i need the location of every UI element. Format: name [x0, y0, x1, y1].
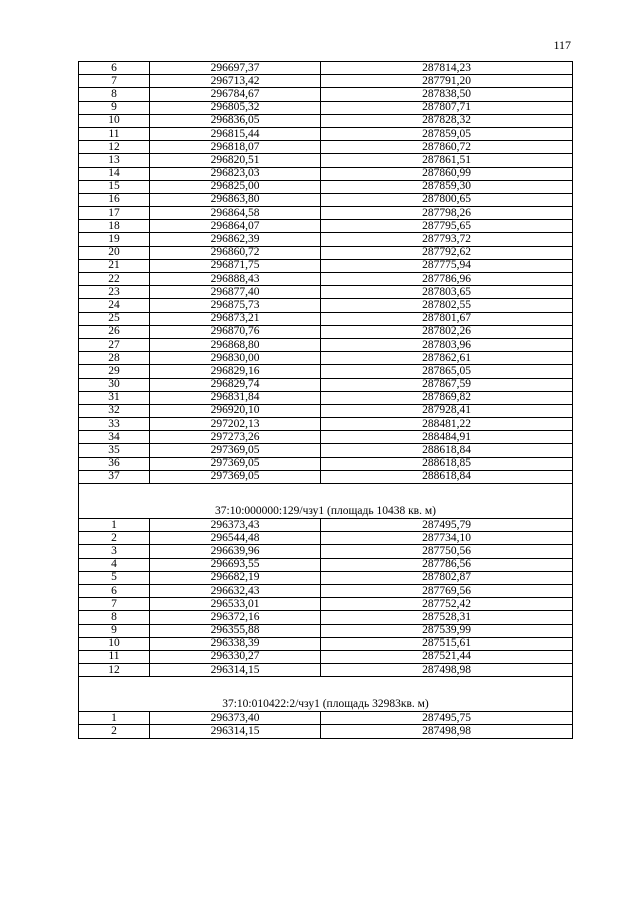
- table-row: [79, 624, 573, 637]
- point-number-cell: 30: [79, 378, 150, 391]
- x-coordinate-cell: 296873,21: [150, 312, 321, 325]
- x-coordinate-cell: 296868,80: [150, 338, 321, 351]
- y-coordinate-cell: 287786,56: [321, 558, 573, 571]
- x-coordinate-cell: 296632,43: [150, 584, 321, 597]
- table-row: [79, 404, 573, 417]
- x-coordinate-cell: 296373,40: [150, 712, 321, 725]
- point-number-cell: 17: [79, 207, 150, 220]
- table-row: [79, 101, 573, 114]
- y-coordinate-cell: 287859,05: [321, 127, 573, 140]
- y-coordinate-cell: 287498,98: [321, 725, 573, 738]
- point-number-cell: 34: [79, 431, 150, 444]
- point-number-cell: 15: [79, 180, 150, 193]
- y-coordinate-cell: 287828,32: [321, 114, 573, 127]
- point-number-cell: 26: [79, 325, 150, 338]
- point-number-cell: 6: [79, 584, 150, 597]
- y-coordinate-cell: 287807,71: [321, 101, 573, 114]
- table-row: [79, 352, 573, 365]
- point-number-cell: 2: [79, 725, 150, 738]
- point-number-cell: 19: [79, 233, 150, 246]
- y-coordinate-cell: 287860,72: [321, 141, 573, 154]
- table-row: [79, 312, 573, 325]
- table-row: [79, 338, 573, 351]
- point-number-cell: 27: [79, 338, 150, 351]
- y-coordinate-cell: 288484,91: [321, 431, 573, 444]
- point-number-cell: 8: [79, 88, 150, 101]
- table-row: [79, 558, 573, 571]
- point-number-cell: 10: [79, 637, 150, 650]
- y-coordinate-cell: 287752,42: [321, 598, 573, 611]
- table-row: [79, 598, 573, 611]
- x-coordinate-cell: 296314,15: [150, 725, 321, 738]
- point-number-cell: 5: [79, 571, 150, 584]
- y-coordinate-cell: 287802,26: [321, 325, 573, 338]
- table-row: [79, 273, 573, 286]
- x-coordinate-cell: 296863,80: [150, 193, 321, 206]
- table-row: [79, 246, 573, 259]
- table-row: [79, 167, 573, 180]
- table-row: [79, 193, 573, 206]
- x-coordinate-cell: 297369,05: [150, 470, 321, 483]
- y-coordinate-cell: 287860,99: [321, 167, 573, 180]
- table-row: [79, 391, 573, 404]
- x-coordinate-cell: 296697,37: [150, 62, 321, 75]
- point-number-cell: 23: [79, 286, 150, 299]
- page-number: 117: [553, 38, 571, 52]
- y-coordinate-cell: 287869,82: [321, 391, 573, 404]
- y-coordinate-cell: 287867,59: [321, 378, 573, 391]
- x-coordinate-cell: 297369,05: [150, 457, 321, 470]
- table-row: [79, 207, 573, 220]
- x-coordinate-cell: 296829,16: [150, 365, 321, 378]
- y-coordinate-cell: 287791,20: [321, 75, 573, 88]
- table-row: [79, 154, 573, 167]
- table-row: [79, 637, 573, 650]
- table-row: [79, 664, 573, 677]
- point-number-cell: 16: [79, 193, 150, 206]
- point-number-cell: 35: [79, 444, 150, 457]
- point-number-cell: 21: [79, 259, 150, 272]
- table-row: [79, 725, 573, 738]
- y-coordinate-cell: 287515,61: [321, 637, 573, 650]
- table-row: [79, 431, 573, 444]
- x-coordinate-cell: 297202,13: [150, 418, 321, 431]
- point-number-cell: 12: [79, 141, 150, 154]
- x-coordinate-cell: 296870,76: [150, 325, 321, 338]
- table-row: [79, 88, 573, 101]
- x-coordinate-cell: 296871,75: [150, 259, 321, 272]
- x-coordinate-cell: 296823,03: [150, 167, 321, 180]
- x-coordinate-cell: 296713,42: [150, 75, 321, 88]
- table-row: [79, 457, 573, 470]
- y-coordinate-cell: 287802,55: [321, 299, 573, 312]
- table-row: [79, 378, 573, 391]
- y-coordinate-cell: 287798,26: [321, 207, 573, 220]
- point-number-cell: 1: [79, 712, 150, 725]
- y-coordinate-cell: 287792,62: [321, 246, 573, 259]
- x-coordinate-cell: 296693,55: [150, 558, 321, 571]
- y-coordinate-cell: 287750,56: [321, 545, 573, 558]
- x-coordinate-cell: 296920,10: [150, 404, 321, 417]
- point-number-cell: 7: [79, 75, 150, 88]
- x-coordinate-cell: 296818,07: [150, 141, 321, 154]
- y-coordinate-cell: 287928,41: [321, 404, 573, 417]
- point-number-cell: 4: [79, 558, 150, 571]
- x-coordinate-cell: 296372,16: [150, 611, 321, 624]
- point-number-cell: 29: [79, 365, 150, 378]
- x-coordinate-cell: 296338,39: [150, 637, 321, 650]
- x-coordinate-cell: 296355,88: [150, 624, 321, 637]
- point-number-cell: 8: [79, 611, 150, 624]
- y-coordinate-cell: 287793,72: [321, 233, 573, 246]
- x-coordinate-cell: 296820,51: [150, 154, 321, 167]
- y-coordinate-cell: 287521,44: [321, 650, 573, 663]
- x-coordinate-cell: 296815,44: [150, 127, 321, 140]
- y-coordinate-cell: 287861,51: [321, 154, 573, 167]
- table-row: [79, 545, 573, 558]
- point-number-cell: 31: [79, 391, 150, 404]
- y-coordinate-cell: 288618,85: [321, 457, 573, 470]
- point-number-cell: 11: [79, 650, 150, 663]
- x-coordinate-cell: 296862,39: [150, 233, 321, 246]
- y-coordinate-cell: 287498,98: [321, 664, 573, 677]
- point-number-cell: 1: [79, 519, 150, 532]
- table-row: [79, 286, 573, 299]
- y-coordinate-cell: 288481,22: [321, 418, 573, 431]
- x-coordinate-cell: 296877,40: [150, 286, 321, 299]
- table-row: [79, 571, 573, 584]
- x-coordinate-cell: 296831,84: [150, 391, 321, 404]
- x-coordinate-cell: 296875,73: [150, 299, 321, 312]
- point-number-cell: 9: [79, 101, 150, 114]
- x-coordinate-cell: 296825,00: [150, 180, 321, 193]
- point-number-cell: 37: [79, 470, 150, 483]
- table-row: [79, 75, 573, 88]
- y-coordinate-cell: 287775,94: [321, 259, 573, 272]
- table-row: [79, 233, 573, 246]
- x-coordinate-cell: 296864,58: [150, 207, 321, 220]
- y-coordinate-cell: 287495,79: [321, 519, 573, 532]
- section-header-row: [79, 677, 573, 712]
- table-row: [79, 418, 573, 431]
- table-row: [79, 611, 573, 624]
- point-number-cell: 14: [79, 167, 150, 180]
- point-number-cell: 22: [79, 273, 150, 286]
- table-row: [79, 114, 573, 127]
- point-number-cell: 9: [79, 624, 150, 637]
- y-coordinate-cell: 287862,61: [321, 352, 573, 365]
- x-coordinate-cell: 296888,43: [150, 273, 321, 286]
- point-number-cell: 20: [79, 246, 150, 259]
- coordinates-table: [78, 61, 573, 739]
- table-row: [79, 127, 573, 140]
- y-coordinate-cell: 287528,31: [321, 611, 573, 624]
- x-coordinate-cell: 296639,96: [150, 545, 321, 558]
- y-coordinate-cell: 287734,10: [321, 532, 573, 545]
- y-coordinate-cell: 287814,23: [321, 62, 573, 75]
- table-row: [79, 584, 573, 597]
- y-coordinate-cell: 287859,30: [321, 180, 573, 193]
- point-number-cell: 6: [79, 62, 150, 75]
- x-coordinate-cell: 296864,07: [150, 220, 321, 233]
- point-number-cell: 18: [79, 220, 150, 233]
- section-title: 37:10:010422:2/чзу1 (площадь 32983кв. м): [79, 677, 573, 712]
- table-row: [79, 141, 573, 154]
- y-coordinate-cell: 287803,96: [321, 338, 573, 351]
- x-coordinate-cell: 296836,05: [150, 114, 321, 127]
- section-header-row: [79, 484, 573, 519]
- table-row: [79, 470, 573, 483]
- y-coordinate-cell: 287803,65: [321, 286, 573, 299]
- point-number-cell: 32: [79, 404, 150, 417]
- x-coordinate-cell: 296830,00: [150, 352, 321, 365]
- x-coordinate-cell: 297369,05: [150, 444, 321, 457]
- point-number-cell: 10: [79, 114, 150, 127]
- y-coordinate-cell: 287786,96: [321, 273, 573, 286]
- y-coordinate-cell: 287795,65: [321, 220, 573, 233]
- x-coordinate-cell: 296373,43: [150, 519, 321, 532]
- table-row: [79, 180, 573, 193]
- table-row: [79, 62, 573, 75]
- x-coordinate-cell: 296330,27: [150, 650, 321, 663]
- table-row: [79, 299, 573, 312]
- point-number-cell: 7: [79, 598, 150, 611]
- table-row: [79, 650, 573, 663]
- point-number-cell: 11: [79, 127, 150, 140]
- point-number-cell: 28: [79, 352, 150, 365]
- table-row: [79, 220, 573, 233]
- table-row: [79, 325, 573, 338]
- x-coordinate-cell: 296533,01: [150, 598, 321, 611]
- x-coordinate-cell: 296544,48: [150, 532, 321, 545]
- x-coordinate-cell: 297273,26: [150, 431, 321, 444]
- point-number-cell: 2: [79, 532, 150, 545]
- point-number-cell: 3: [79, 545, 150, 558]
- x-coordinate-cell: 296829,74: [150, 378, 321, 391]
- section-title: 37:10:000000:129/чзу1 (площадь 10438 кв. м): [79, 484, 573, 519]
- y-coordinate-cell: 287802,87: [321, 571, 573, 584]
- point-number-cell: 33: [79, 418, 150, 431]
- x-coordinate-cell: 296860,72: [150, 246, 321, 259]
- point-number-cell: 13: [79, 154, 150, 167]
- y-coordinate-cell: 287865,05: [321, 365, 573, 378]
- y-coordinate-cell: 287801,67: [321, 312, 573, 325]
- y-coordinate-cell: 288618,84: [321, 444, 573, 457]
- y-coordinate-cell: 287539,99: [321, 624, 573, 637]
- x-coordinate-cell: 296784,67: [150, 88, 321, 101]
- table-row: [79, 532, 573, 545]
- point-number-cell: 25: [79, 312, 150, 325]
- y-coordinate-cell: 288618,84: [321, 470, 573, 483]
- point-number-cell: 36: [79, 457, 150, 470]
- table-row: [79, 444, 573, 457]
- x-coordinate-cell: 296314,15: [150, 664, 321, 677]
- table-row: [79, 365, 573, 378]
- table-row: [79, 519, 573, 532]
- point-number-cell: 12: [79, 664, 150, 677]
- y-coordinate-cell: 287838,50: [321, 88, 573, 101]
- point-number-cell: 24: [79, 299, 150, 312]
- x-coordinate-cell: 296682,19: [150, 571, 321, 584]
- y-coordinate-cell: 287495,75: [321, 712, 573, 725]
- table-row: [79, 712, 573, 725]
- table-row: [79, 259, 573, 272]
- y-coordinate-cell: 287800,65: [321, 193, 573, 206]
- x-coordinate-cell: 296805,32: [150, 101, 321, 114]
- y-coordinate-cell: 287769,56: [321, 584, 573, 597]
